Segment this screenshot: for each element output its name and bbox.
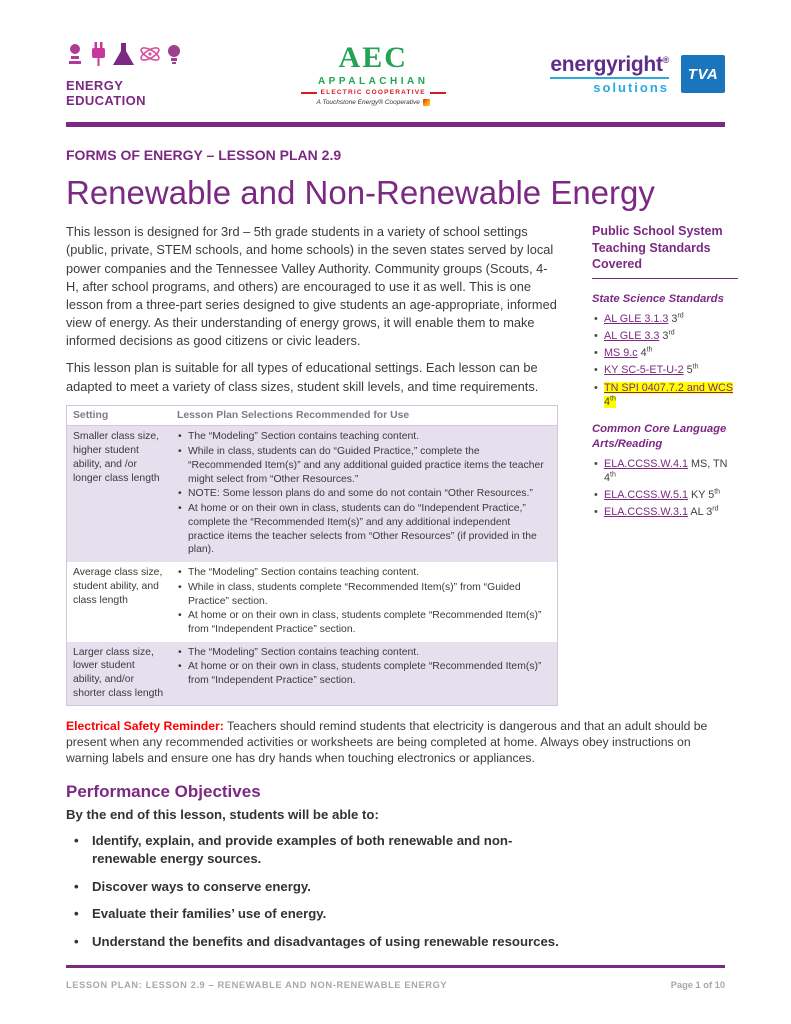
- standard-grade-sup: th: [714, 488, 721, 496]
- objective-item: • Discover ways to conserve energy.: [66, 878, 566, 896]
- standard-link[interactable]: ELA.CCSS.W.4.1: [604, 457, 689, 470]
- flask-icon: [113, 43, 134, 65]
- red-rule-right: [430, 92, 446, 94]
- common-core-list: [592, 457, 738, 520]
- table-selections-cell: [171, 562, 557, 642]
- standards-sidebar: [592, 223, 738, 705]
- red-rule-left: [301, 92, 317, 94]
- settings-table: [66, 405, 558, 706]
- objective-item: • Identify, explain, and provide examples of both renewable and non-renewable energy sources.: [66, 832, 566, 868]
- performance-objectives-heading: Performance Objectives: [66, 781, 261, 801]
- aec-tagline: [301, 99, 446, 106]
- objectives-list: [66, 832, 566, 951]
- table-header-selections: Lesson Plan Selections Recommended for Use: [177, 409, 410, 421]
- standard-grade-sup: th: [692, 363, 699, 371]
- plug-icon: [92, 42, 105, 66]
- energy-education-label: ENERGY EDUCATION: [66, 78, 146, 108]
- standard-grade: 4: [637, 347, 647, 360]
- energy-education-logo: [66, 40, 196, 108]
- standard-grade: AL 3: [688, 506, 713, 519]
- registered-mark: ®: [662, 54, 669, 65]
- objective-item: • Understand the benefits and disadvantages of using renewable resources.: [66, 933, 566, 951]
- table-header-row: [67, 406, 557, 427]
- standard-item: [592, 488, 738, 502]
- tva-logo: TVA: [681, 55, 725, 93]
- aec-logo: [301, 41, 446, 107]
- standard-grade: KY 5: [688, 489, 715, 502]
- main-column: [66, 223, 558, 705]
- table-setting-cell: Larger class size, lower student ability, and/or shorter class length: [73, 646, 164, 699]
- aec-electric-cooperative-label: [301, 89, 446, 96]
- table-bullet: • NOTE: Some lesson plans do and some do not contain “Other Resources.”: [177, 487, 549, 501]
- science-standards-heading: State Science Standards: [592, 293, 724, 306]
- lightbulb-icon: [168, 45, 180, 64]
- standard-link[interactable]: ELA.CCSS.W.3.1: [604, 506, 689, 519]
- main-content: [66, 223, 734, 705]
- intro-section: [66, 223, 558, 395]
- aec-appalachian-label: APPALACHIAN: [317, 76, 429, 88]
- microscope-icon: [69, 44, 81, 64]
- table-bullet: • While in class, students can do “Guided Practice,” complete the “Recommended Item(s)” and any additional guided practice items the teacher might select from “Other Resources.”: [177, 445, 549, 486]
- safety-text: Teachers should remind students that electricity is dangerous and that an adult should be present when any recommended activities or worksheets are being completed at home. Always obey instructions on warning labels and ensure one has dry hands when touching electronics or appliances.: [66, 718, 708, 765]
- table-header-setting: Setting: [73, 409, 109, 421]
- energyright-text: energyright: [550, 52, 663, 76]
- standard-item: [592, 346, 738, 360]
- science-standards-list: [592, 312, 738, 410]
- solutions-label: solutions: [550, 77, 669, 95]
- table-setting-cell: Average class size, student ability, and class length: [73, 567, 163, 606]
- standard-grade-sup: rd: [677, 312, 684, 320]
- top-divider: [66, 122, 725, 127]
- standard-grade-sup: rd: [712, 505, 719, 513]
- energyright-logo: [550, 54, 669, 95]
- standard-item: [592, 505, 738, 519]
- standard-item: [592, 457, 738, 486]
- table-bullet: • The “Modeling” Section contains teaching content.: [177, 646, 549, 660]
- common-core-heading: Common Core Language Arts/Reading: [592, 423, 727, 450]
- table-bullet: • At home or on their own in class, students can do “Independent Practice,” complete the “Recommended Item(s)” and any additional independent practice items the teacher selects from “Other Resources” (if provided in the plan).: [177, 502, 549, 557]
- standard-item: [592, 363, 738, 377]
- atom-icon: [139, 46, 160, 63]
- standard-grade: 4: [604, 395, 611, 408]
- intro-paragraph-2: This lesson plan is suitable for all types of educational settings. Each lesson can be adapted to meet a variety of class sizes, student skill levels, and time requirements.: [66, 360, 539, 394]
- energyright-tva-logos: [550, 54, 725, 95]
- intro-paragraph-1: This lesson is designed for 3rd – 5th grade students in a variety of school settings (public, private, STEM schools, and home schools) in the seven states served by local power companies and the Tennessee Valley Authority. Community groups (Scouts, 4-H, after school programs, and others) are encouraged to use it as well. This is one lesson from a three-part series designed to give students an age-appropriate, informed view of energy. As their understanding of energy grows, it will enable them to make informed decisions as good citizens or civic leaders.: [66, 224, 557, 349]
- standard-grade-sup: th: [610, 471, 616, 479]
- standard-item-highlighted: [592, 381, 738, 410]
- standard-grade: 3: [668, 312, 678, 325]
- table-selections-cell: [171, 642, 557, 705]
- table-bullet: • The “Modeling” Section contains teaching content.: [177, 430, 549, 444]
- standard-link[interactable]: AL GLE 3.3: [604, 329, 660, 342]
- standard-grade: 3: [659, 329, 669, 342]
- header: [66, 34, 725, 114]
- touchstone-mark-icon: [423, 99, 430, 106]
- page-title: Renewable and Non-Renewable Energy: [66, 174, 655, 211]
- aec-tagline-text: A Touchstone Energy® Cooperative: [316, 99, 420, 107]
- table-bullet: • While in class, students complete “Recommended Item(s)” from “Guided Practice” section.: [177, 581, 549, 608]
- bottom-divider: [66, 965, 725, 968]
- standard-grade-sup: th: [646, 346, 653, 354]
- standard-grade-sup: th: [610, 395, 616, 403]
- standard-item: [592, 312, 738, 326]
- table-row: [67, 426, 557, 562]
- page-footer: [66, 965, 725, 990]
- standard-link[interactable]: AL GLE 3.1.3: [604, 312, 669, 325]
- table-selections-cell: [171, 426, 557, 562]
- table-bullet: • The “Modeling” Section contains teaching content.: [177, 566, 549, 580]
- safety-label: Electrical Safety Reminder:: [66, 718, 224, 733]
- table-row: [67, 562, 557, 642]
- standard-link[interactable]: KY SC-5-ET-U-2: [604, 364, 684, 377]
- table-bullet: • At home or on their own in class, students complete “Recommended Item(s)” from “Independent Practice” section.: [177, 660, 549, 687]
- energyright-wordmark: [550, 54, 669, 75]
- electrical-safety-reminder: [66, 718, 725, 766]
- table-bullet: • At home or on their own in class, students complete “Recommended Item(s)” from “Independent Practice” section.: [177, 609, 549, 636]
- science-icons: [66, 40, 184, 70]
- aec-line2-text: ELECTRIC COOPERATIVE: [320, 89, 426, 97]
- standard-link[interactable]: TN SPI 0407.7.2 and WCS: [604, 381, 734, 394]
- standard-grade-sup: rd: [668, 329, 675, 337]
- footer-page-number: Page 1 of 10: [670, 980, 725, 990]
- standard-item: [592, 329, 738, 343]
- standard-grade: MS, TN 4: [604, 457, 728, 484]
- lesson-eyebrow: FORMS OF ENERGY – LESSON PLAN 2.9: [66, 147, 342, 163]
- objective-item: • Evaluate their families’ use of energy.: [66, 905, 566, 923]
- aec-acronym: AEC: [338, 41, 408, 75]
- standard-grade: 5: [683, 364, 693, 377]
- footer-lesson-label: LESSON PLAN: LESSON 2.9 – RENEWABLE AND NON-RENEWABLE ENERGY: [66, 980, 448, 990]
- table-row: [67, 642, 557, 705]
- objectives-lead: By the end of this lesson, students will be able to:: [66, 806, 379, 822]
- table-setting-cell: Smaller class size, higher student ability, and /or longer class length: [73, 431, 160, 484]
- standard-link[interactable]: ELA.CCSS.W.5.1: [604, 489, 689, 502]
- standard-link[interactable]: MS 9.c: [604, 347, 638, 360]
- sidebar-title: Public School System Teaching Standards Covered: [592, 223, 738, 279]
